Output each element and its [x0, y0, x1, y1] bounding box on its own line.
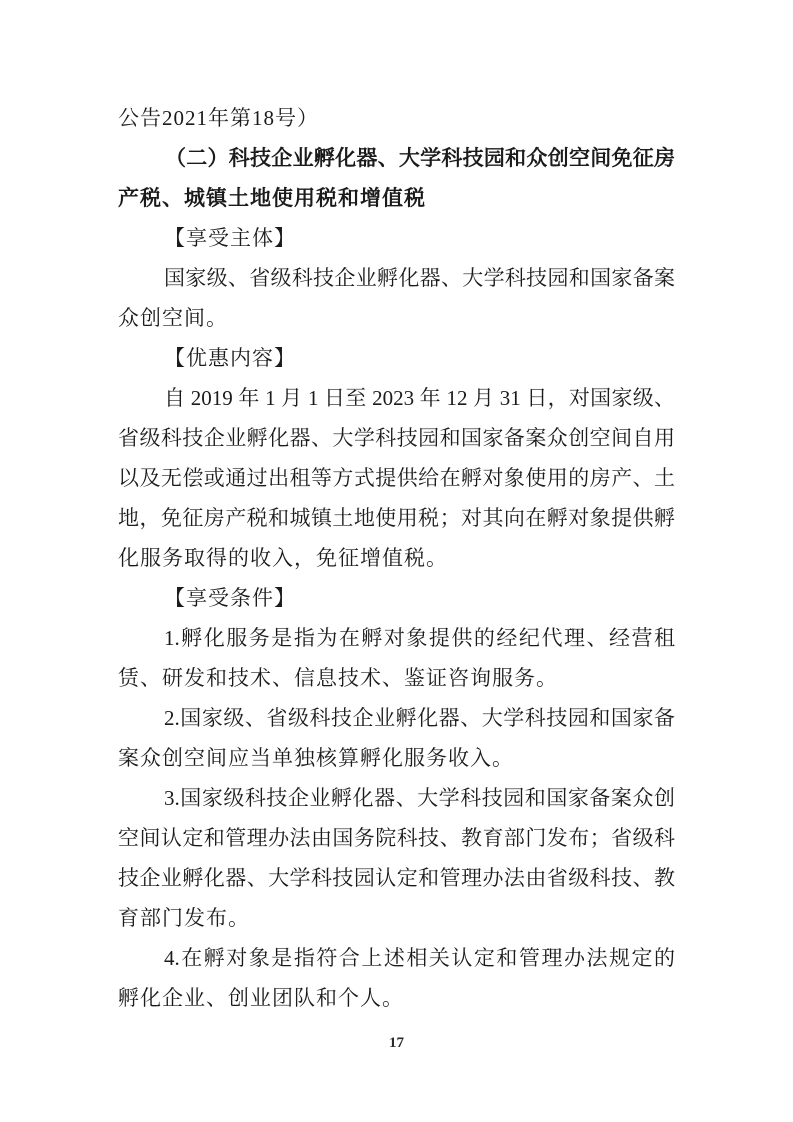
- paragraph-line: 省级科技企业孵化器、大学科技园和国家备案众创空间自用: [118, 426, 675, 450]
- paragraph-line: 化服务取得的收入，免征增值税。: [118, 546, 448, 570]
- page-number: 17: [389, 1035, 404, 1051]
- paragraph-line: 自 2019 年 1 月 1 日至 2023 年 12 月 31 日，对国家级、: [164, 386, 675, 410]
- paragraph-line: 赁、研发和技术、信息技术、鉴证咨询服务。: [118, 666, 558, 690]
- label-eligible-entities: 【享受主体】: [164, 226, 296, 250]
- paragraph-line: 地，免征房产税和城镇土地使用税；对其向在孵对象提供孵: [118, 506, 675, 530]
- label-eligibility-conditions: 【享受条件】: [164, 586, 296, 610]
- label-preferential-content: 【优惠内容】: [164, 346, 296, 370]
- paragraph-line: 国家级、省级科技企业孵化器、大学科技园和国家备案: [164, 266, 675, 290]
- paragraph-line: 4.在孵对象是指符合上述相关认定和管理办法规定的: [164, 946, 675, 970]
- paragraph-line: 育部门发布。: [118, 906, 250, 930]
- subsection-title-line-1: （二）科技企业孵化器、大学科技园和众创空间免征房: [165, 146, 675, 170]
- subsection-title-line-2: 产税、城镇土地使用税和增值税: [118, 186, 426, 210]
- paragraph-line: 以及无偿或通过出租等方式提供给在孵对象使用的房产、土: [118, 466, 675, 490]
- continuation-line: 公告2021年第18号）: [118, 106, 319, 130]
- paragraph-line: 空间认定和管理办法由国务院科技、教育部门发布；省级科: [118, 826, 675, 850]
- paragraph-line: 案众创空间应当单独核算孵化服务收入。: [118, 746, 514, 770]
- paragraph-line: 孵化企业、创业团队和个人。: [118, 986, 404, 1010]
- paragraph-line: 3.国家级科技企业孵化器、大学科技园和国家备案众创: [164, 786, 675, 810]
- paragraph-line: 1.孵化服务是指为在孵对象提供的经纪代理、经营租: [164, 626, 675, 650]
- document-body: [118, 98, 675, 1018]
- paragraph-line: 2.国家级、省级科技企业孵化器、大学科技园和国家备: [164, 706, 675, 730]
- paragraph-line: 众创空间。: [118, 306, 228, 330]
- paragraph-line: 技企业孵化器、大学科技园认定和管理办法由省级科技、教: [118, 866, 675, 890]
